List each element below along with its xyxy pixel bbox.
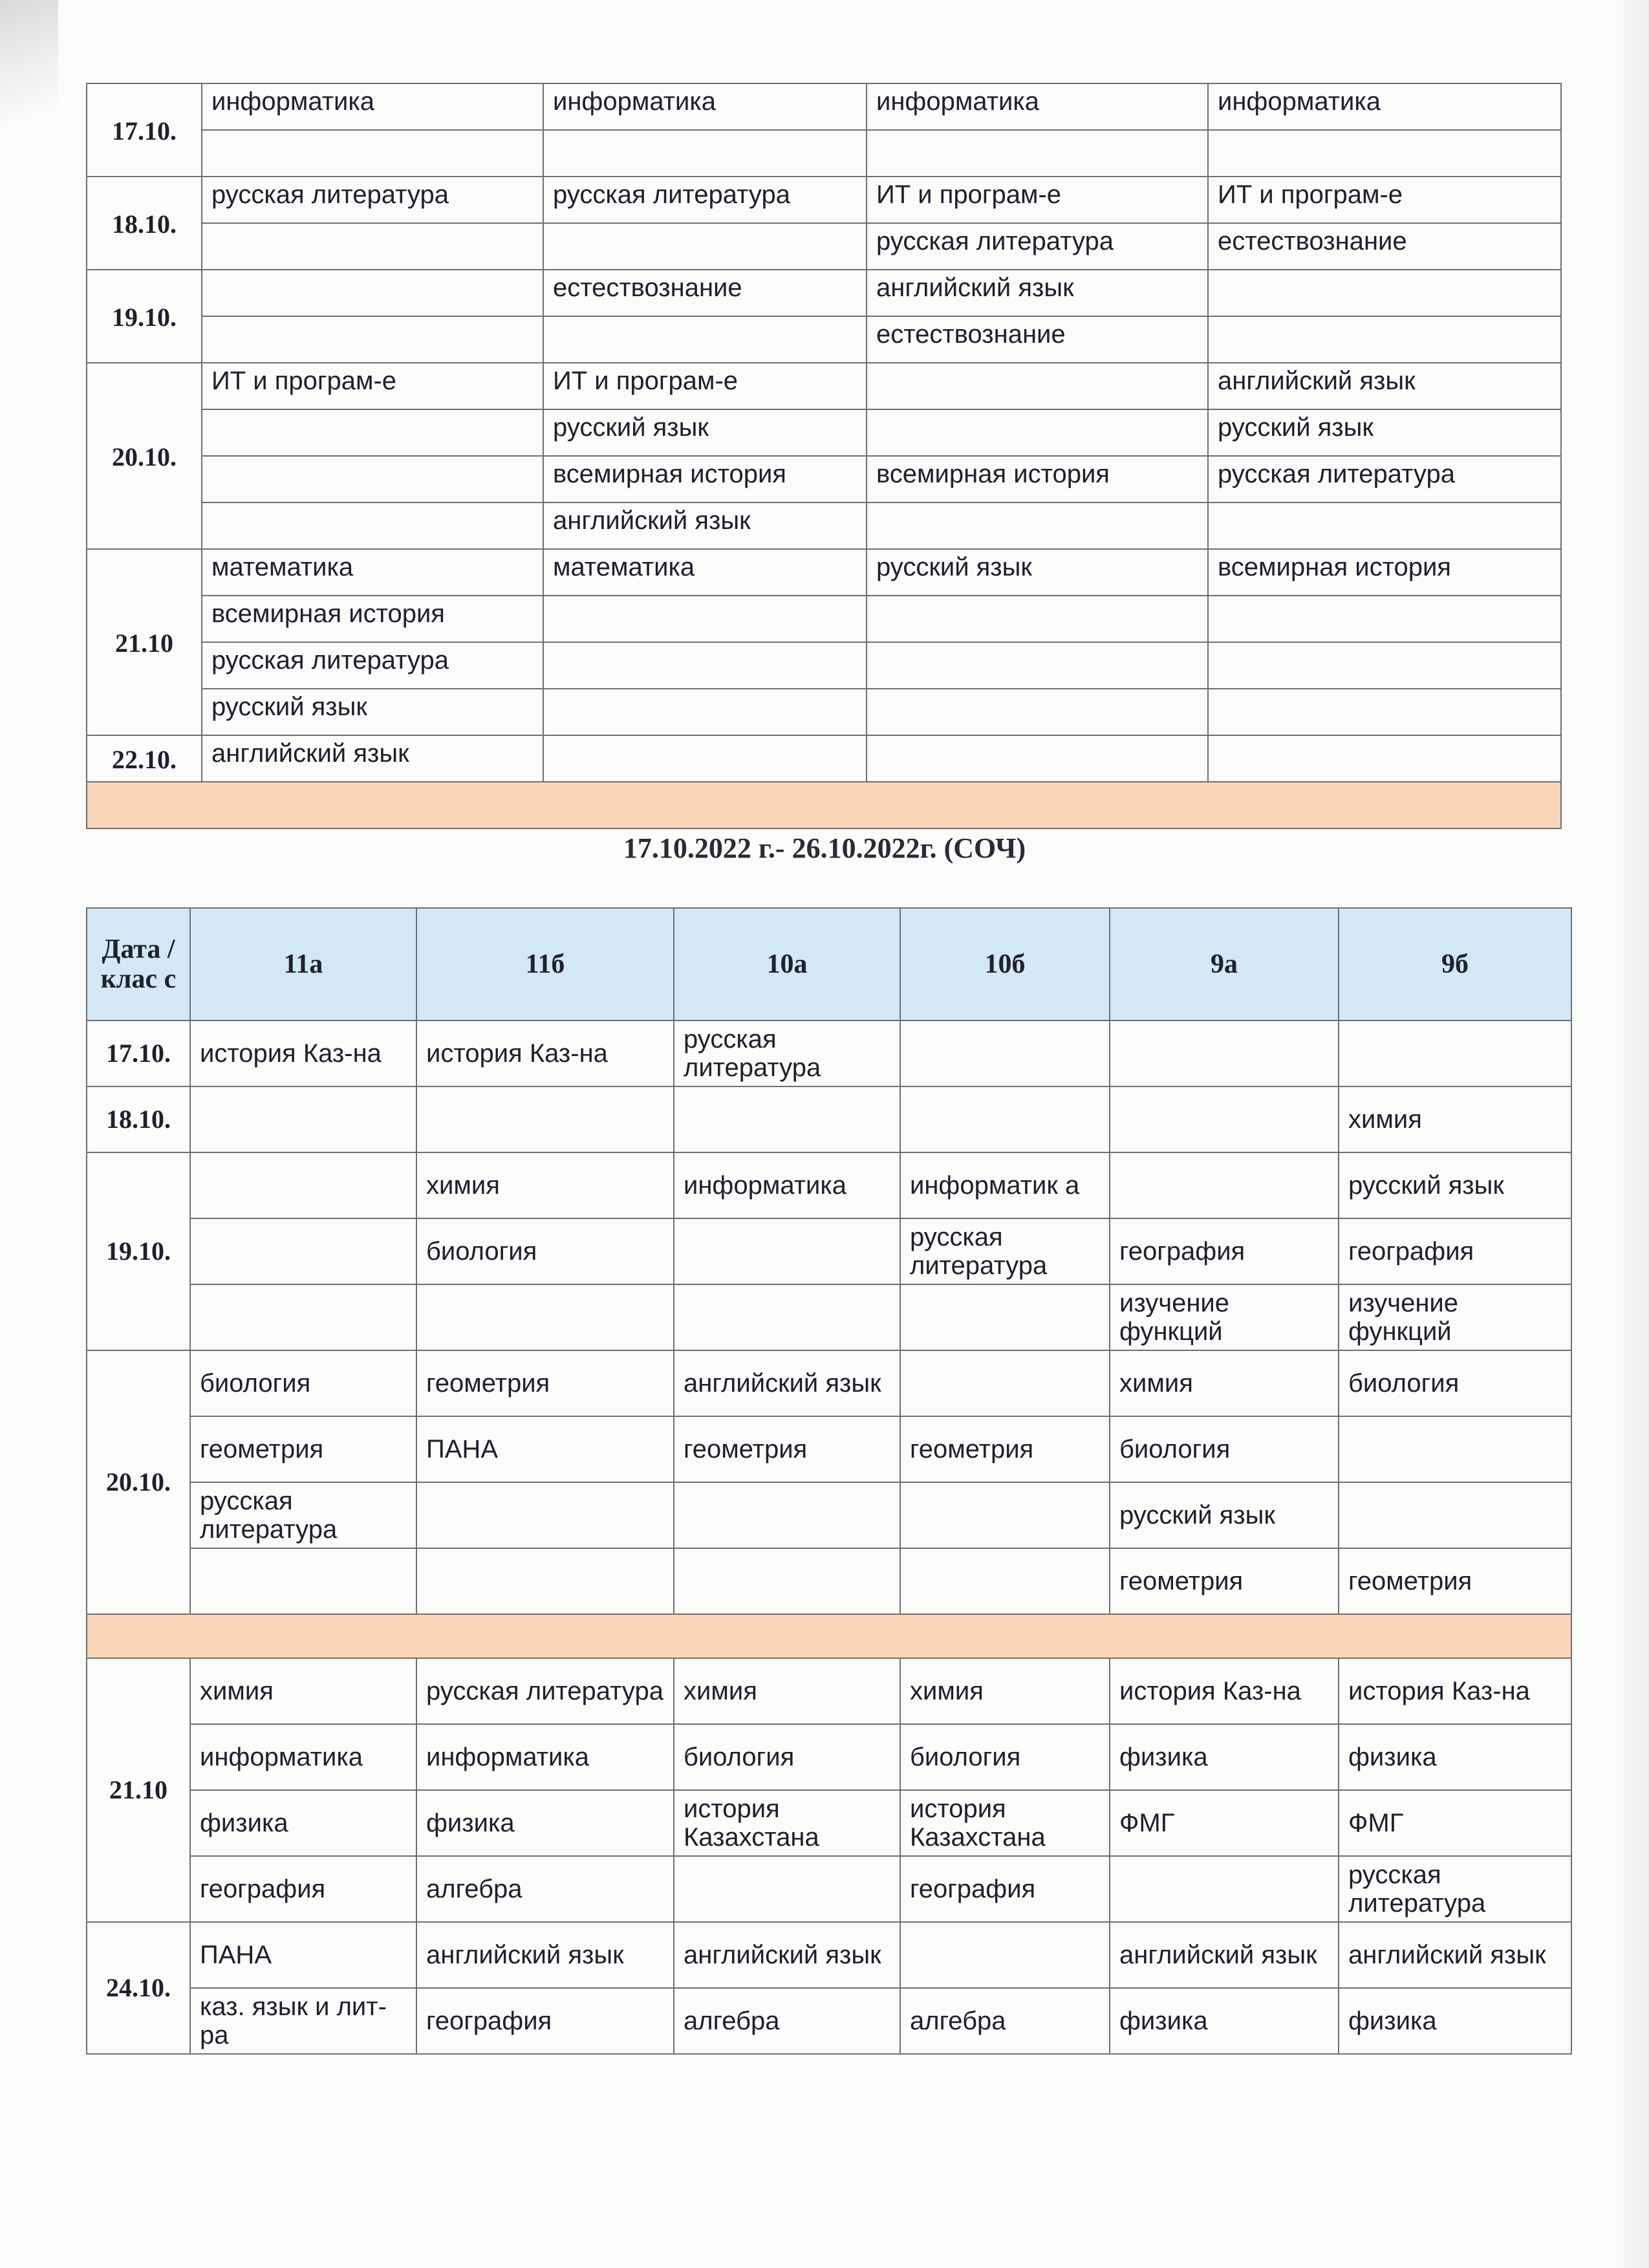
table-cell xyxy=(900,1548,1110,1614)
header-10b: 10б xyxy=(900,908,1110,1021)
date-cell: 17.10. xyxy=(87,83,202,177)
table-cell: геометрия xyxy=(190,1416,416,1482)
table-cell: русская литература xyxy=(202,177,543,223)
table-cell xyxy=(543,642,867,689)
table-cell: химия xyxy=(1110,1350,1339,1416)
table-cell xyxy=(1208,502,1561,549)
header-9b: 9б xyxy=(1339,908,1571,1021)
table-cell: информатика xyxy=(416,1724,674,1790)
table-cell: русская литература xyxy=(543,177,867,223)
table-cell xyxy=(190,1218,416,1284)
table-cell: география xyxy=(1339,1218,1571,1284)
table-cell xyxy=(1208,642,1561,689)
table-cell xyxy=(867,130,1208,177)
table-cell xyxy=(674,1856,900,1922)
table-cell xyxy=(190,1086,416,1152)
table-cell xyxy=(867,642,1208,689)
table-cell: химия xyxy=(674,1658,900,1724)
table-cell: русская литература xyxy=(190,1482,416,1548)
table-cell xyxy=(202,223,543,270)
table-cell: алгебра xyxy=(674,1988,900,2054)
table-cell xyxy=(900,1284,1110,1350)
table-row xyxy=(87,130,1561,177)
table-cell xyxy=(543,689,867,735)
page-edge-shadow xyxy=(1610,0,1649,2268)
table-cell: химия xyxy=(416,1152,674,1218)
table-cell: информатика xyxy=(202,83,543,130)
table-cell: английский язык xyxy=(1110,1922,1339,1988)
table-cell xyxy=(1110,1152,1339,1218)
table-cell xyxy=(543,596,867,642)
table-cell: физика xyxy=(1110,1724,1339,1790)
table-row xyxy=(87,316,1561,363)
table-cell: русская литература xyxy=(416,1658,674,1724)
table-header-row xyxy=(87,908,1571,1021)
table-cell xyxy=(674,1086,900,1152)
table-row xyxy=(87,1218,1571,1284)
table-row xyxy=(87,1724,1571,1790)
table-cell: естествознание xyxy=(1208,223,1561,270)
table-cell: биология xyxy=(674,1724,900,1790)
table-cell: география xyxy=(1110,1218,1339,1284)
table-cell: физика xyxy=(416,1790,674,1856)
table-row xyxy=(87,1988,1571,2054)
table-cell: русская литература xyxy=(900,1218,1110,1284)
table-cell: биология xyxy=(1339,1350,1571,1416)
table-row xyxy=(87,1790,1571,1856)
section-title: 17.10.2022 г.- 26.10.2022г. (СОЧ) xyxy=(623,832,1026,864)
table-cell: химия xyxy=(900,1658,1110,1724)
table-cell xyxy=(1339,1021,1571,1086)
table-cell: ИТ и програм-е xyxy=(1208,177,1561,223)
table-row xyxy=(87,270,1561,316)
table-cell xyxy=(190,1548,416,1614)
table-cell: английский язык xyxy=(543,502,867,549)
table-cell: английский язык xyxy=(416,1922,674,1988)
table-cell xyxy=(867,689,1208,735)
table-row xyxy=(87,502,1561,549)
table-cell: английский язык xyxy=(1208,363,1561,409)
table-cell: геометрия xyxy=(900,1416,1110,1482)
table-row xyxy=(87,1350,1571,1416)
table-cell: химия xyxy=(190,1658,416,1724)
table-cell: биология xyxy=(1110,1416,1339,1482)
table-cell: география xyxy=(416,1988,674,2054)
table-cell xyxy=(900,1350,1110,1416)
table-cell: физика xyxy=(1339,1988,1571,2054)
table-cell: русская литература xyxy=(1208,456,1561,502)
table-row xyxy=(87,1086,1571,1152)
table-cell xyxy=(202,502,543,549)
table-row xyxy=(87,1856,1571,1922)
schedule-table-soch xyxy=(86,907,1572,2055)
table-cell: русский язык xyxy=(867,549,1208,596)
table-row xyxy=(87,1548,1571,1614)
table-cell: изучение функций xyxy=(1339,1284,1571,1350)
table-cell: геометрия xyxy=(416,1350,674,1416)
table-cell: каз. язык и лит-ра xyxy=(190,1988,416,2054)
table-cell: геометрия xyxy=(1339,1548,1571,1614)
table-row xyxy=(87,1482,1571,1548)
table-cell xyxy=(1208,270,1561,316)
table-cell xyxy=(416,1482,674,1548)
table-cell: история Казахстана xyxy=(900,1790,1110,1856)
date-cell: 21.10 xyxy=(87,1658,190,1922)
table-row xyxy=(87,223,1561,270)
date-cell: 19.10. xyxy=(87,270,202,363)
table-cell: английский язык xyxy=(867,270,1208,316)
table-cell: география xyxy=(190,1856,416,1922)
table-cell: химия xyxy=(1339,1086,1571,1152)
table-cell: физика xyxy=(1110,1988,1339,2054)
separator-band xyxy=(87,782,1561,828)
table-row xyxy=(87,456,1561,502)
table-cell: информатика xyxy=(867,83,1208,130)
table-cell xyxy=(867,502,1208,549)
table-cell: русская литература xyxy=(202,642,543,689)
table-cell: ИТ и програм-е xyxy=(543,363,867,409)
date-cell: 20.10. xyxy=(87,1350,190,1614)
table-cell: информатика xyxy=(543,83,867,130)
table-cell xyxy=(674,1482,900,1548)
header-11b: 11б xyxy=(416,908,674,1021)
table-cell: всемирная история xyxy=(202,596,543,642)
table-cell: геометрия xyxy=(1110,1548,1339,1614)
table-cell xyxy=(543,316,867,363)
table-cell xyxy=(867,596,1208,642)
table-cell: русская литература xyxy=(1339,1856,1571,1922)
table-cell: ИТ и програм-е xyxy=(867,177,1208,223)
table-row xyxy=(87,409,1561,456)
table-cell: информатика xyxy=(674,1152,900,1218)
table-row xyxy=(87,1021,1571,1086)
table-cell xyxy=(202,316,543,363)
table-cell: естествознание xyxy=(543,270,867,316)
table-cell: история Казахстана xyxy=(674,1790,900,1856)
table-cell: всемирная история xyxy=(867,456,1208,502)
table-row xyxy=(87,735,1561,782)
table-cell: информатика xyxy=(1208,83,1561,130)
table-cell xyxy=(674,1284,900,1350)
table-cell: английский язык xyxy=(202,735,543,782)
date-cell: 19.10. xyxy=(87,1152,190,1350)
table-cell: информатика xyxy=(190,1724,416,1790)
header-9a: 9а xyxy=(1110,908,1339,1021)
table-cell: английский язык xyxy=(1339,1922,1571,1988)
table-cell: история Каз-на xyxy=(416,1021,674,1086)
table-cell: ФМГ xyxy=(1339,1790,1571,1856)
table-cell xyxy=(867,409,1208,456)
table-cell xyxy=(900,1922,1110,1988)
date-cell: 24.10. xyxy=(87,1922,190,2054)
table-cell: ФМГ xyxy=(1110,1790,1339,1856)
table-cell: русский язык xyxy=(202,689,543,735)
table-cell: русская литература xyxy=(867,223,1208,270)
date-cell: 18.10. xyxy=(87,177,202,270)
table-cell: биология xyxy=(900,1724,1110,1790)
table-cell xyxy=(1208,130,1561,177)
table-row xyxy=(87,689,1561,735)
table-cell xyxy=(1110,1856,1339,1922)
table-cell xyxy=(416,1284,674,1350)
table-cell: русский язык xyxy=(1339,1152,1571,1218)
table-row xyxy=(87,1284,1571,1350)
table-cell: изучение функций xyxy=(1110,1284,1339,1350)
header-date-class: Дата /клас с xyxy=(87,908,190,1021)
table-cell xyxy=(867,735,1208,782)
table-cell: всемирная история xyxy=(1208,549,1561,596)
table-cell: ПАНА xyxy=(190,1922,416,1988)
table-cell: история Каз-на xyxy=(1339,1658,1571,1724)
table-cell: математика xyxy=(202,549,543,596)
table-cell: биология xyxy=(416,1218,674,1284)
table-row xyxy=(87,1152,1571,1218)
header-10a: 10а xyxy=(674,908,900,1021)
table-cell xyxy=(416,1086,674,1152)
table-cell: биология xyxy=(190,1350,416,1416)
table-cell xyxy=(202,456,543,502)
table-cell: английский язык xyxy=(674,1922,900,1988)
table-cell: география xyxy=(900,1856,1110,1922)
date-cell: 20.10. xyxy=(87,363,202,549)
table-row xyxy=(87,549,1561,596)
table-cell xyxy=(1110,1021,1339,1086)
table-row xyxy=(87,642,1561,689)
table-cell: алгебра xyxy=(416,1856,674,1922)
table-cell: русский язык xyxy=(1110,1482,1339,1548)
table-cell xyxy=(867,363,1208,409)
table-cell: физика xyxy=(1339,1724,1571,1790)
table-row xyxy=(87,363,1561,409)
table-cell: английский язык xyxy=(674,1350,900,1416)
table-cell: история Каз-на xyxy=(1110,1658,1339,1724)
date-cell: 17.10. xyxy=(87,1021,190,1086)
table-cell xyxy=(674,1548,900,1614)
separator-cell xyxy=(87,782,1561,828)
table-cell xyxy=(416,1548,674,1614)
header-11a: 11а xyxy=(190,908,416,1021)
table-cell xyxy=(190,1284,416,1350)
page-corner-fold xyxy=(0,0,58,168)
table-cell: история Каз-на xyxy=(190,1021,416,1086)
table-row xyxy=(87,596,1561,642)
table-cell: всемирная история xyxy=(543,456,867,502)
table-row xyxy=(87,1922,1571,1988)
table-cell: русская литература xyxy=(674,1021,900,1086)
date-cell: 22.10. xyxy=(87,735,202,782)
table-cell: информатик а xyxy=(900,1152,1110,1218)
table-cell: физика xyxy=(190,1790,416,1856)
table-row xyxy=(87,1416,1571,1482)
table-cell xyxy=(1339,1482,1571,1548)
table-cell xyxy=(1208,735,1561,782)
table-cell xyxy=(674,1218,900,1284)
date-cell: 21.10 xyxy=(87,549,202,735)
table-cell xyxy=(1339,1416,1571,1482)
schedule-table-top xyxy=(86,83,1562,829)
table-cell xyxy=(900,1021,1110,1086)
table-cell: естествознание xyxy=(867,316,1208,363)
table-cell xyxy=(202,409,543,456)
separator-cell xyxy=(87,1614,1571,1658)
table-cell xyxy=(543,130,867,177)
date-cell: 18.10. xyxy=(87,1086,190,1152)
table-cell xyxy=(1208,689,1561,735)
separator-band xyxy=(87,1614,1571,1658)
table-cell: алгебра xyxy=(900,1988,1110,2054)
table-cell xyxy=(1110,1086,1339,1152)
table-cell: математика xyxy=(543,549,867,596)
table-cell xyxy=(190,1152,416,1218)
table-cell xyxy=(202,130,543,177)
table-cell xyxy=(543,735,867,782)
table-cell: ПАНА xyxy=(416,1416,674,1482)
table-cell xyxy=(1208,596,1561,642)
table-cell xyxy=(543,223,867,270)
table-cell: геометрия xyxy=(674,1416,900,1482)
table-row xyxy=(87,1658,1571,1724)
table-cell xyxy=(202,270,543,316)
table-cell xyxy=(900,1482,1110,1548)
table-cell: русский язык xyxy=(1208,409,1561,456)
table-cell xyxy=(900,1086,1110,1152)
table-row xyxy=(87,177,1561,223)
table-cell: русский язык xyxy=(543,409,867,456)
table-cell xyxy=(1208,316,1561,363)
table-cell: ИТ и програм-е xyxy=(202,363,543,409)
table-row xyxy=(87,83,1561,130)
